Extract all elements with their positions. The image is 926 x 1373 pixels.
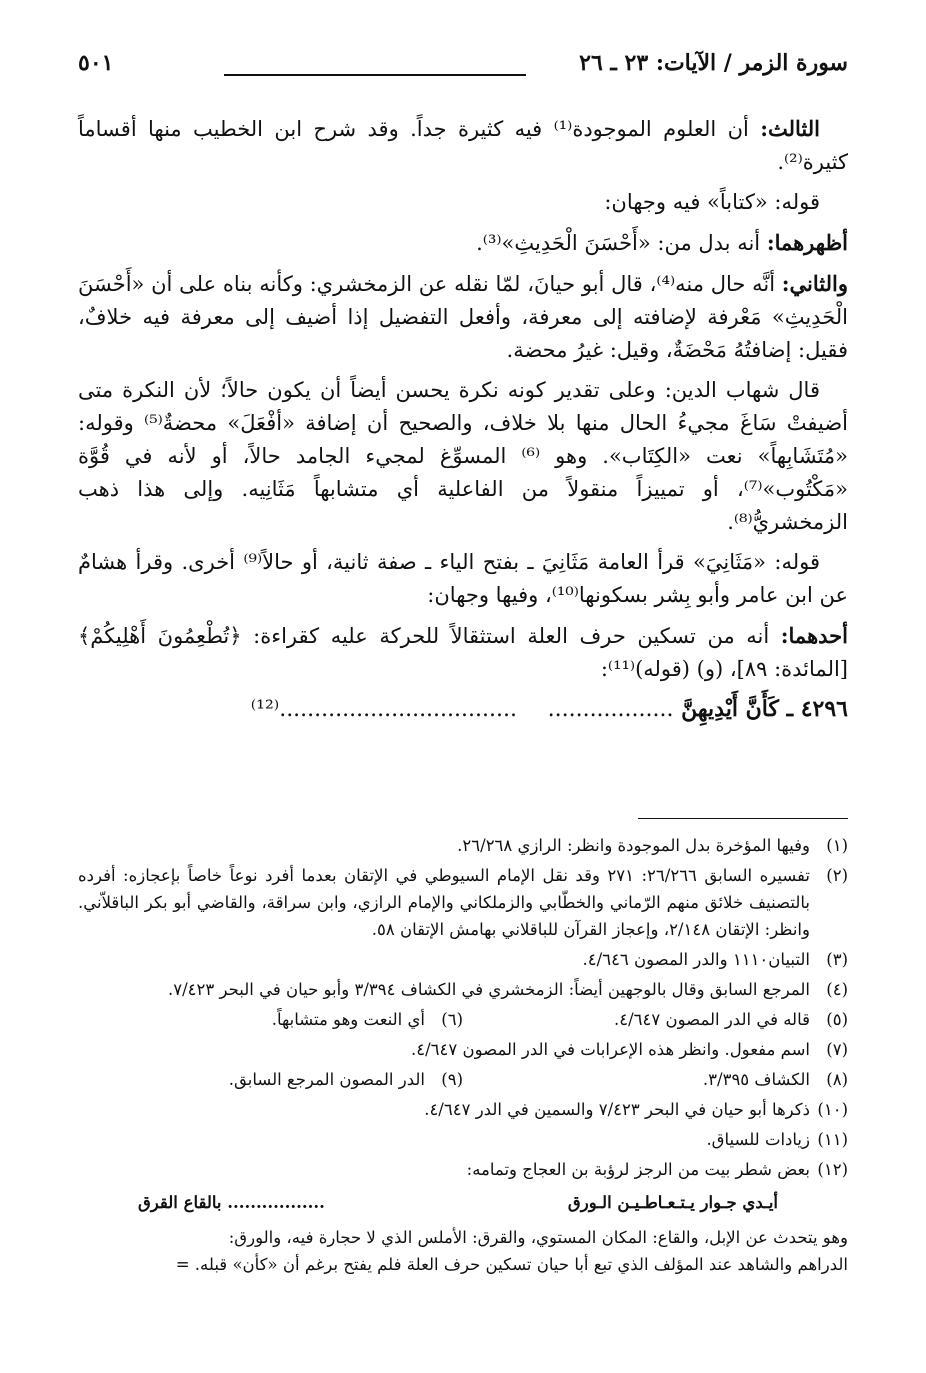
footnote-7 (78, 1036, 848, 1063)
footnote-number: (٧) (826, 1040, 848, 1059)
footnote-tail-2: الدراهم والشاهد عند المؤلف الذي تبع أبا حيان تسكين حرف العلة فلم يفتح برغم أن «كأن» قبله. = (175, 1255, 848, 1274)
label-first-aspect: أحدهما: (780, 623, 848, 648)
verse-dots-2: ..................................⁽¹²⁾ (250, 697, 517, 722)
footnote-11 (78, 1126, 848, 1153)
footnote-text: تفسيره السابق ٢٦/٢٦٦: ٢٧١ وقد نقل الإمام السيوطي في الإتقان بعدما أفرد نوعاً خاصاً بإعجازه: أفرده بالتصنيف خلائق منهم الرّماني والخطّابي والزملكاني والإمام الرازي، وابن سراقة، والقاضي أبو بكر الباقلاّني. وانظر: الإتقان ٢/١٤٨، وإعجاز القرآن للباقلاني بهامش الإتقان ٥٨. (78, 866, 810, 939)
paragraph-second (78, 267, 848, 367)
verse-number: ٤٢٩٦ ـ كَأَنَّ أَيْدِيهِنَّ (681, 696, 848, 722)
footnote-5 (463, 1006, 848, 1033)
footnote-number: (٦) (441, 1010, 463, 1029)
footnote-text: الكشاف ٣/٣٩٥. (702, 1070, 810, 1089)
label-third: الثالث: (760, 116, 821, 141)
footnote-row-8-9 (78, 1066, 848, 1093)
main-text (78, 112, 848, 726)
poem-verse (78, 1187, 848, 1218)
footnote-6 (78, 1006, 463, 1033)
footnote-text: قاله في الدر المصون ٤/٦٤٧. (613, 1010, 810, 1029)
footnote-number: (١٢) (817, 1160, 848, 1179)
footnote-2 (78, 862, 848, 943)
text-azharuhuma: أنه بدل من: «أَحْسَنَ الْحَدِيثِ»⁽³⁾. (476, 231, 767, 255)
paragraph-azharuhuma (78, 226, 848, 260)
footnote-text: التبيان١١١٠ والدر المصون ٤/٦٤٦. (582, 950, 810, 969)
footnote-text: زيادات للسياق. (706, 1130, 810, 1149)
footnote-number: (١) (826, 836, 848, 855)
footnote-number: (٢) (826, 866, 848, 885)
footnote-number: (١١) (817, 1130, 848, 1149)
footnote-4 (78, 976, 848, 1003)
footnote-number: (٨) (826, 1070, 848, 1089)
poem-hemistich-first: أيـدي جـوار يـتـعـاطـيـن الـورق (567, 1193, 778, 1212)
footnote-9 (78, 1066, 463, 1093)
footnote-8 (463, 1066, 848, 1093)
footnote-number: (٤) (826, 980, 848, 999)
verse-dots-1: .................. (547, 697, 674, 722)
paragraph-third (78, 112, 848, 179)
footnote-10 (78, 1096, 848, 1123)
footnote-number: (٣) (826, 950, 848, 969)
text-third: أن العلوم الموجودة⁽¹⁾ فيه كثيرة جداً. وقد شرح ابن الخطيب منها أقساماً كثيرة⁽²⁾. (78, 117, 848, 174)
paragraph-first-aspect (78, 619, 848, 686)
footnote-text: بعض شطر بيت من الرجز لرؤبة بن العجاج وتمامه: (466, 1160, 810, 1179)
paragraph-mathani: قوله: «مَثَانِيَ» قرأ العامة مَثَانِيَ ـ بفتح الياء ـ صفة ثانية، أو حالاً⁽⁹⁾ أخرى. وقرأ هشامٌ عن ابن عامر وأبو بِشر بسكونها⁽¹⁰⁾، وفيها وجهان: (78, 550, 848, 607)
footnote-1 (78, 832, 848, 859)
footnote-3 (78, 946, 848, 973)
footnote-number: (٥) (826, 1010, 848, 1029)
footnote-12 (78, 1156, 848, 1183)
footnote-text: أي النعت وهو متشابهاً. (271, 1010, 425, 1029)
footnote-text: الدر المصون المرجع السابق. (228, 1070, 425, 1089)
footnote-text: وفيها المؤخرة بدل الموجودة وانظر: الرازي ٢٦/٢٦٨. (457, 836, 810, 855)
text-first-aspect: أنه من تسكين حرف العلة استثقالاً للحركة عليه كقراءة: ﴿تُطْعِمُونَ أَهْلِيكُمْ﴾ [المائدة: ٨٩]، (و) (قوله)⁽¹¹⁾: (78, 624, 848, 681)
footnote-text: ذكرها أبو حيان في البحر ٧/٤٢٣ والسمين في الدر ٤/٦٤٧. (424, 1100, 810, 1119)
header-rule (224, 74, 526, 76)
verse-line (78, 693, 848, 726)
running-header (78, 50, 848, 90)
footnote-text: اسم مفعول. وانظر هذه الإعرابات في الدر المصون ٤/٦٤٧. (411, 1040, 810, 1059)
footnote-text: المرجع السابق وقال بالوجهين أيضاً: الزمخشري في الكشاف ٣/٣٩٤ وأبو حيان في البحر ٧/٤٢٣. (167, 980, 810, 999)
paragraph-qawluh-kitaban: قوله: «كتاباً» فيه وجهان: (604, 190, 820, 214)
footnote-tail-1: وهو يتحدث عن الإبل، والقاع: المكان المستوي، والقرق: الأملس الذي لا حجارة فيه، والورق: (228, 1228, 848, 1247)
label-second: والثاني: (781, 271, 849, 296)
footnote-separator (638, 818, 848, 819)
footnote-number: (٩) (441, 1070, 463, 1089)
footnote-row-5-6 (78, 1006, 848, 1033)
label-azharuhuma: أظهرهما: (766, 230, 848, 255)
paragraph-shihab: قال شهاب الدين: وعلى تقدير كونه نكرة يحسن أيضاً أن يكون حالاً؛ لأن النكرة متى أضيفتْ سَاغَ مجيءُ الحال منها بلا خلاف، والصحيح أن إضافة «أفْعَلَ» محضةٌ⁽⁵⁾ وقوله: «مُتَشَابِهاً» نعت «الكِتَاب». وهو ⁽⁶⁾ المسوِّغ لمجيء الجامد حالاً، أو لأنه في قُوَّة «مَكْتُوب»⁽⁷⁾، أو تمييزاً منقولاً من الفاعلية أي متشابهاً مَثَانِيه. وإلى هذا ذهب الزمخشريُّ⁽⁸⁾. (78, 378, 848, 534)
footnotes (78, 832, 848, 1278)
poem-hemistich-second: ................. بالقاع القرق (138, 1193, 325, 1212)
page-number: ٥٠١ (78, 50, 114, 76)
text-second: أنَّه حال منه⁽⁴⁾، قال أبو حيانَ، لمّا نقله عن الزمخشري: وكأنه بناه على أن «أَحْسَنَ الْحَدِيثِ» مَعْرفة لإضافته إلى معرفة، وأفعل التفضيل إذا أضيف إلى معرفة فيه خلافٌ، فقيل: إضافتُهُ مَحْضَةٌ، وقيل: غيرُ محضة. (78, 272, 848, 362)
footnote-number: (١٠) (817, 1100, 848, 1119)
header-title: سورة الزمر / الآيات: ٢٣ ـ ٢٦ (579, 50, 848, 76)
